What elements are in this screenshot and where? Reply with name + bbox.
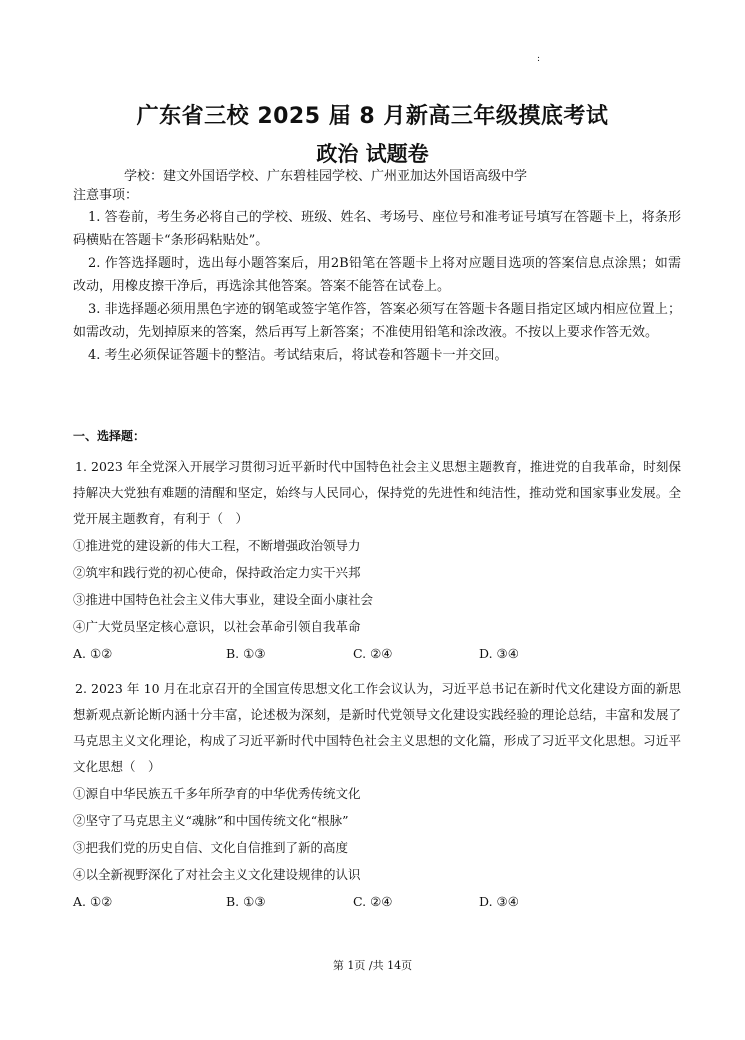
question-option: ②坚守了马克思主义“魂脉”和中国传统文化“根脉”: [73, 813, 349, 828]
answer-choice-d: D. ③④: [479, 646, 519, 661]
answer-choices: [73, 888, 681, 915]
question-stem: 2. 2023 年 10 月在北京召开的全国宣传思想文化工作会议认为，习近平总书记在新时代文化建设方面的新思想新观点新论断内涵十分丰富，论述极为深刻，是新时代党领导文化建设实践经验的理论总结，丰富和发展了马克思主义文化理论，构成了习近平新时代中国特色社会主义思想的文化篇，形成了习近平文化思想。习近平文化思想（ ）: [73, 681, 681, 774]
answer-choice-b: B. ①③: [226, 646, 266, 661]
question-1: [73, 454, 681, 667]
answer-choice-a: A. ①②: [73, 894, 113, 909]
answer-choice-d: D. ③④: [479, 894, 519, 909]
notice-section: [73, 186, 681, 367]
question-option: ②筑牢和践行党的初心使命，保持政治定力实干兴邦: [73, 565, 361, 580]
answer-choices: [73, 640, 681, 667]
notice-item: 4. 考生必须保证答题卡的整洁。考试结束后，将试卷和答题卡一并交回。: [88, 348, 508, 363]
question-option: ①源自中华民族五千多年所孕育的中华优秀传统文化: [73, 786, 361, 801]
answer-choice-a: A. ①②: [73, 646, 113, 661]
notice-item: 1. 答卷前，考生务必将自己的学校、班级、姓名、考场号、座位号和准考证号填写在答题卡上，将条形码横贴在答题卡“条形码粘贴处”。: [73, 210, 681, 248]
notice-item: 3. 非选择题必须用黑色字迹的钢笔或签字笔作答，答案必须写在答题卡各题目指定区域内相应位置上；如需改动，先划掉原来的答案，然后再写上新答案；不准使用铅笔和涂改液。不按以上要求作答无效。: [73, 302, 681, 340]
question-option: ④以全新视野深化了对社会主义文化建设规律的认识: [73, 867, 361, 882]
answer-choice-b: B. ①③: [226, 894, 266, 909]
notice-heading: 注意事项：: [73, 188, 139, 203]
section-heading: 一、选择题：: [73, 429, 146, 443]
question-stem: 1. 2023 年全党深入开展学习贯彻习近平新时代中国特色社会主义思想主题教育，推进党的自我革命，时刻保持解决大党独有难题的清醒和坚定，始终与人民同心，保持党的先进性和纯洁性，推动党和国家事业发展。全党开展主题教育，有利于（ ）: [73, 459, 681, 526]
question-2: [73, 676, 681, 915]
question-option: ③推进中国特色社会主义伟大事业，建设全面小康社会: [73, 592, 374, 607]
question-option: ③把我们党的历史自信、文化自信推到了新的高度: [73, 840, 349, 855]
school-list: 学校：建文外国语学校、广东碧桂园学校、广州亚加达外国语高级中学: [124, 169, 528, 184]
page-footer: 第 1页 /共 14页: [332, 959, 413, 972]
question-option: ④广大党员坚定核心意识，以社会革命引领自我革命: [73, 619, 361, 634]
corner-mark: :: [537, 54, 541, 64]
notice-item: 2. 作答选择题时，选出每小题答案后，用2B铅笔在答题卡上将对应题目选项的答案信息点涂黑；如需改动，用橡皮擦干净后，再选涂其他答案。答案不能答在试卷上。: [73, 256, 681, 294]
answer-choice-c: C. ②④: [353, 646, 393, 661]
exam-title: 广东省三校 2025 届 8 月新高三年级摸底考试: [136, 104, 609, 129]
question-option: ①推进党的建设新的伟大工程，不断增强政治领导力: [73, 538, 361, 553]
answer-choice-c: C. ②④: [353, 894, 393, 909]
exam-subtitle: 政治 试题卷: [316, 142, 429, 166]
